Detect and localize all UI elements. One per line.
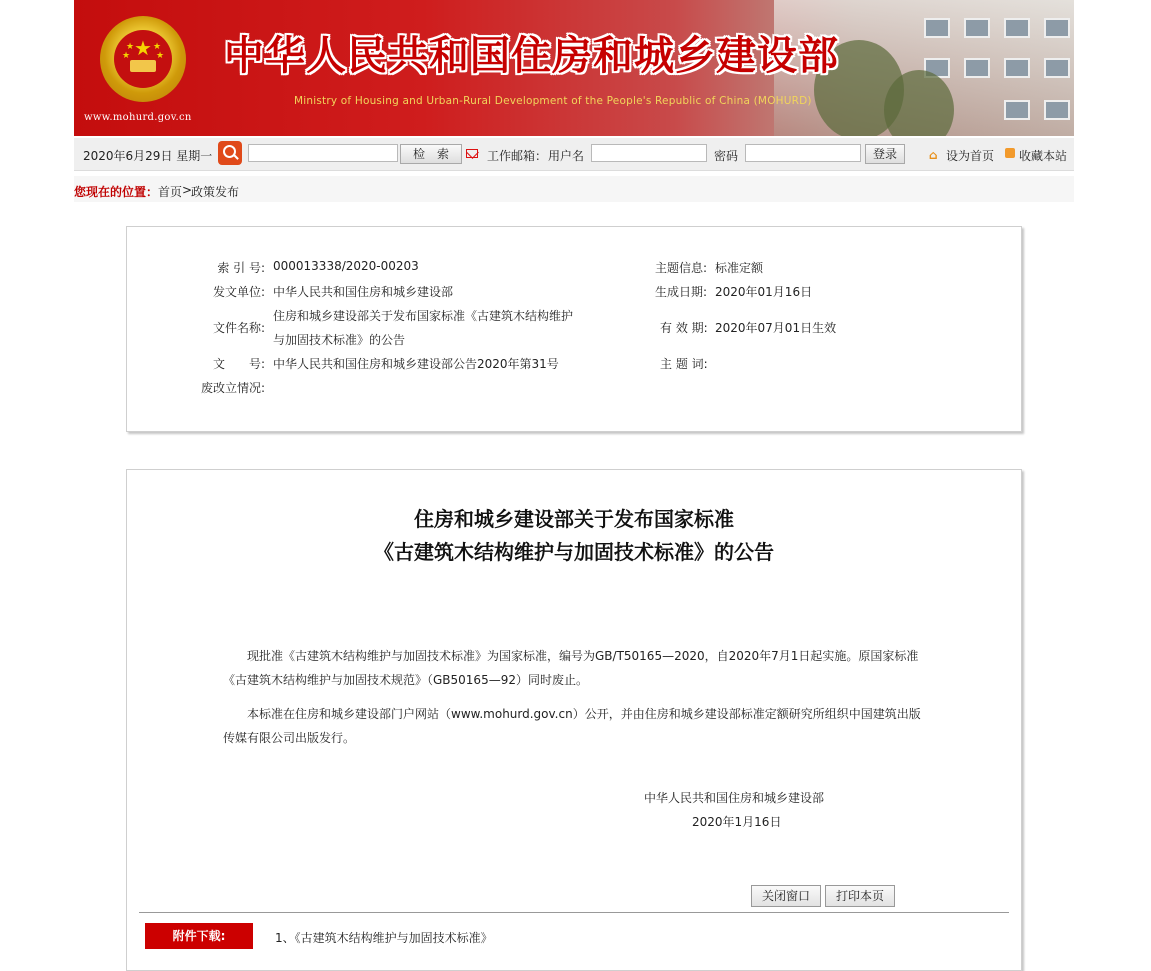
article-title-line2: 《古建筑木结构维护与加固技术标准》的公告 [374, 540, 774, 564]
breadcrumb-label: 您现在的位置： [74, 185, 159, 199]
site-banner [74, 0, 1074, 136]
search-icon[interactable] [218, 141, 242, 165]
search-input[interactable] [248, 144, 398, 162]
ministry-title-cn: 中华人民共和国住房和城乡建设部 [224, 32, 839, 79]
breadcrumb-home-link[interactable]: 首页 [158, 185, 183, 199]
signature-date: 2020年1月16日 [692, 815, 782, 829]
index-label: 索 引 号: [217, 261, 265, 275]
breadcrumb [74, 176, 1074, 202]
topic-value: 标准定额 [715, 261, 764, 275]
divider [139, 912, 1009, 913]
breadcrumb-current[interactable]: 政策发布 [191, 185, 240, 199]
status-label: 废改立情况: [200, 381, 265, 395]
article-para2-line2: 传媒有限公司出版发行。 [223, 731, 356, 745]
docname-value-line1: 住房和城乡建设部关于发布国家标准《古建筑木结构维护 [273, 309, 574, 323]
national-emblem-icon: ★ ★ ★ ★ ★ [100, 16, 186, 102]
breadcrumb-separator: > [182, 183, 193, 197]
article-para1-line2: 《古建筑木结构维护与加固技术规范》（GB50165—92）同时废止。 [223, 673, 588, 687]
docno-value: 中华人民共和国住房和城乡建设部公告2020年第31号 [273, 357, 559, 371]
article-para1-line1: 现批准《古建筑木结构维护与加固技术标准》为国家标准，编号为GB/T50165—2020，自2020年7月1日起实施。原国家标准 [247, 649, 919, 663]
docno-label: 文 号: [212, 357, 265, 371]
mail-icon [466, 149, 478, 158]
print-page-button[interactable]: 打印本页 [825, 885, 895, 907]
topic-label: 主题信息: [655, 261, 708, 275]
bookmark-link[interactable]: 收藏本站 [1019, 149, 1068, 163]
article-para2-line1: 本标准在住房和城乡建设部门户网站（www.mohurd.gov.cn）公开，并由住房和城乡建设部标准定额研究所组织中国建筑出版 [247, 707, 921, 721]
attachment-label: 附件下载: [145, 923, 253, 949]
docname-value-line2: 与加固技术标准》的公告 [273, 333, 406, 347]
current-date: 2020年6月29日 星期一 [83, 149, 213, 163]
username-label: 用户名 [548, 149, 585, 163]
created-value: 2020年01月16日 [715, 285, 813, 299]
issuer-value: 中华人民共和国住房和城乡建设部 [273, 285, 454, 299]
index-value: 000013338/2020-00203 [273, 259, 419, 273]
created-label: 生成日期: [655, 285, 708, 299]
document-info-panel [126, 226, 1022, 432]
password-field[interactable] [745, 144, 861, 162]
search-button[interactable]: 检 索 [400, 144, 462, 164]
mail-label: 工作邮箱： [487, 149, 548, 163]
article-panel [126, 469, 1022, 971]
valid-label: 有 效 期: [660, 321, 708, 335]
bookmark-icon [1005, 148, 1015, 158]
attachment-link[interactable]: 1、《古建筑木结构维护与加固技术标准》 [275, 931, 493, 945]
username-field[interactable] [591, 144, 707, 162]
close-window-button[interactable]: 关闭窗口 [751, 885, 821, 907]
signature-org: 中华人民共和国住房和城乡建设部 [644, 791, 825, 805]
password-label: 密码 [714, 149, 739, 163]
site-url: www.mohurd.gov.cn [84, 112, 192, 123]
set-homepage-link[interactable]: 设为首页 [946, 149, 995, 163]
docname-label: 文件名称: [212, 321, 265, 335]
article-title-line1: 住房和城乡建设部关于发布国家标准 [414, 507, 734, 531]
valid-value: 2020年07月01日生效 [715, 321, 837, 335]
ministry-title-en: Ministry of Housing and Urban-Rural Development of the People's Republic of China (MOHURD) [294, 95, 812, 107]
top-toolbar [74, 138, 1074, 171]
issuer-label: 发文单位: [212, 285, 265, 299]
subject-label: 主 题 词: [660, 357, 708, 371]
login-button[interactable]: 登录 [865, 144, 905, 164]
home-icon: ⌂ [929, 148, 938, 162]
